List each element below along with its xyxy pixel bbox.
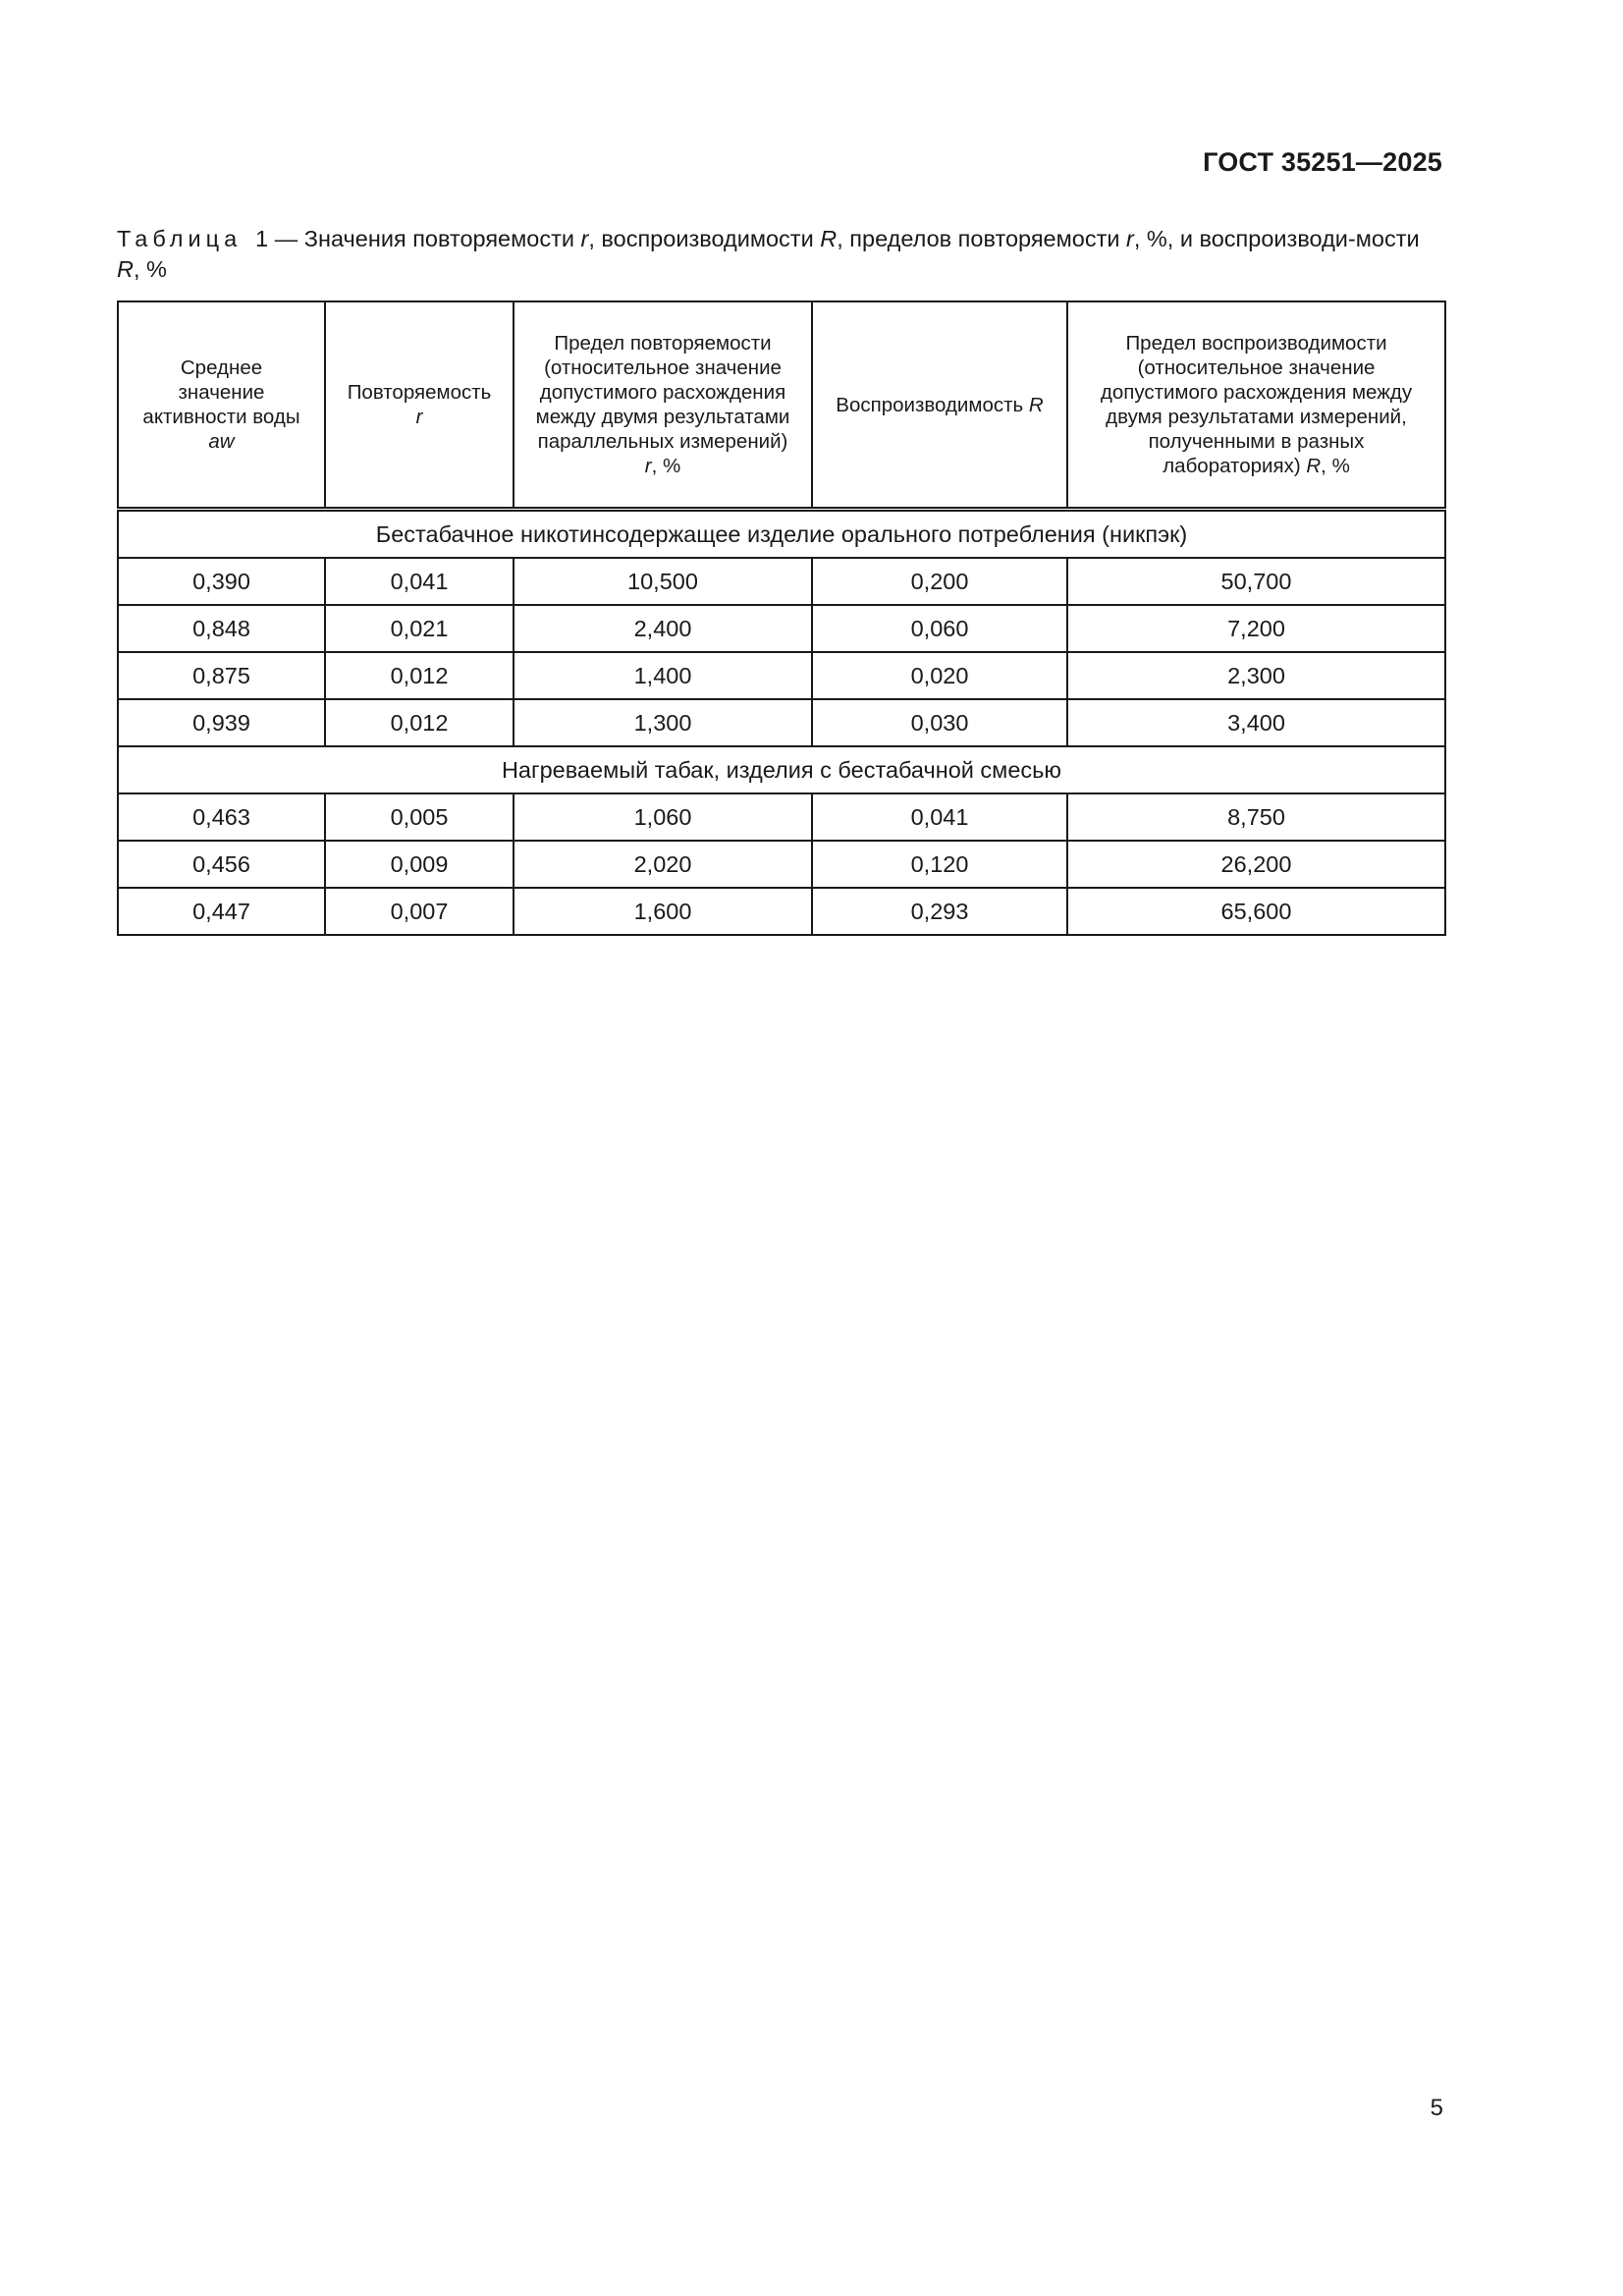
cell-repeatability: 0,009 (325, 841, 514, 888)
cell-reproducibility-limit: 26,200 (1067, 841, 1445, 888)
document-code: ГОСТ 35251—2025 (1203, 147, 1442, 177)
cell-repeatability-limit: 1,400 (514, 652, 812, 699)
cell-reproducibility: 0,293 (812, 888, 1067, 935)
cell-reproducibility-limit: 3,400 (1067, 699, 1445, 746)
cell-repeatability-limit: 2,020 (514, 841, 812, 888)
cell-water-activity: 0,463 (118, 793, 325, 841)
cell-repeatability: 0,041 (325, 558, 514, 605)
table-caption-number: 1 (255, 226, 269, 251)
section-title: Бестабачное никотинсодержащее изделие орального потребления (никпэк) (118, 510, 1445, 559)
section-title: Нагреваемый табак, изделия с бестабачной смесью (118, 746, 1445, 793)
cell-reproducibility-limit: 2,300 (1067, 652, 1445, 699)
header-water-activity: Среднее значение активности воды aw (118, 301, 325, 510)
cell-repeatability-limit: 1,060 (514, 793, 812, 841)
precision-table (117, 301, 1446, 936)
cell-repeatability: 0,007 (325, 888, 514, 935)
cell-water-activity: 0,875 (118, 652, 325, 699)
cell-repeatability-limit: 1,600 (514, 888, 812, 935)
cell-water-activity: 0,456 (118, 841, 325, 888)
table-header-row (118, 301, 1445, 510)
section-row (118, 510, 1445, 559)
cell-water-activity: 0,848 (118, 605, 325, 652)
table-row (118, 558, 1445, 605)
cell-repeatability-limit: 10,500 (514, 558, 812, 605)
section-row (118, 746, 1445, 793)
table-row (118, 793, 1445, 841)
header-repeatability-limit: Предел повторяемости (относительное значение допустимого расхождения между двумя результатами параллельных измерений) r, % (514, 301, 812, 510)
header-reproducibility-limit: Предел воспроизводимости (относительное значение допустимого расхождения между двумя результатами измерений, полученными в разных лабораториях) R, % (1067, 301, 1445, 510)
cell-reproducibility-limit: 7,200 (1067, 605, 1445, 652)
table-caption: Таблица 1 — Значения повторяемости r, воспроизводимости R, пределов повторяемости r, %, и воспроизводи-мости R, % (117, 226, 1420, 282)
table-row (118, 888, 1445, 935)
cell-reproducibility: 0,200 (812, 558, 1067, 605)
header-reproducibility: Воспроизводимость R (812, 301, 1067, 510)
cell-reproducibility: 0,030 (812, 699, 1067, 746)
cell-reproducibility: 0,020 (812, 652, 1067, 699)
cell-reproducibility-limit: 50,700 (1067, 558, 1445, 605)
cell-reproducibility: 0,041 (812, 793, 1067, 841)
table-caption-label: Таблица (117, 226, 243, 251)
cell-repeatability-limit: 2,400 (514, 605, 812, 652)
cell-water-activity: 0,390 (118, 558, 325, 605)
page-number: 5 (1430, 2095, 1443, 2121)
table-row (118, 841, 1445, 888)
cell-reproducibility-limit: 8,750 (1067, 793, 1445, 841)
header-repeatability: Повторяемость r (325, 301, 514, 510)
cell-repeatability: 0,012 (325, 652, 514, 699)
cell-reproducibility: 0,060 (812, 605, 1067, 652)
table-row (118, 605, 1445, 652)
cell-reproducibility-limit: 65,600 (1067, 888, 1445, 935)
table-row (118, 699, 1445, 746)
cell-water-activity: 0,447 (118, 888, 325, 935)
cell-water-activity: 0,939 (118, 699, 325, 746)
cell-repeatability: 0,021 (325, 605, 514, 652)
table-row (118, 652, 1445, 699)
cell-repeatability: 0,012 (325, 699, 514, 746)
cell-repeatability: 0,005 (325, 793, 514, 841)
cell-repeatability-limit: 1,300 (514, 699, 812, 746)
cell-reproducibility: 0,120 (812, 841, 1067, 888)
